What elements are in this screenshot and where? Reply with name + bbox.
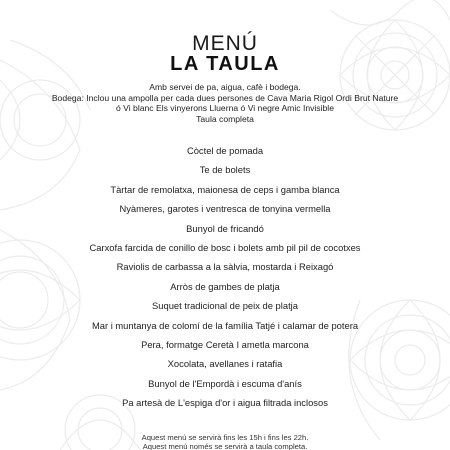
dish-item: Còctel de pomada [186,145,264,156]
dish-item: Bunyol de l'Empordà i escuma d'anís [148,377,302,389]
intro-line-bodega: Bodega: Inclou una ampolla per cada dues persones de Cava Maria Rigol Ordi Brut Nature [51,92,399,103]
menu-title-top: MENÚ [192,32,258,55]
dish-item: Tàrtar de remolatxa, maionesa de ceps i gamba blanca [110,183,340,195]
intro-line-service: Amb servei de pa, aigua, cafè i bodega. [149,82,301,92]
dish-item: Pa artesà de L'espiga d'or i aigua filtrada inclosos [122,397,328,409]
dish-item: Carxofa farcida de conillo de bosc i bolets amb pil pil de cocotxes [89,241,361,253]
footer-line-full-table: Aquest menú només se servirà a taula completa. [142,442,308,450]
menu-title-main: LA TAULA [170,53,280,75]
intro-line-full-table: Taula completa [196,113,254,124]
footer-line-hours: Aquest menú se servirà fins les 15h i fins les 22h. [141,433,309,442]
dish-item: Arròs de gambes de platja [170,280,280,292]
dish-item: Pera, formatge Ceretà I ametla marcona [141,338,309,350]
dish-item: Te de bolets [199,164,251,176]
dish-item: Nyàmeres, garotes i ventresca de tonyina vermella [119,203,331,215]
intro-line-wines: ó Vi blanc Els vinyerons Lluerna ó Vi negre Amic Invisible [116,103,334,114]
dish-item: Mar i muntanya de colomí de la família Tatjé i calamar de potera [91,319,359,331]
dish-item: Suquet tradicional de peix de platja [152,300,298,312]
dish-item: Bunyol de fricandó [186,222,264,234]
dish-item: Raviolis de carbassa a la sàlvia, mostarda i Reixagó [116,261,334,273]
dish-list [0,141,450,412]
menu-footer [0,433,450,450]
menu-intro [0,82,450,124]
dish-item: Xocolata, avellanes i ratafia [167,358,283,370]
